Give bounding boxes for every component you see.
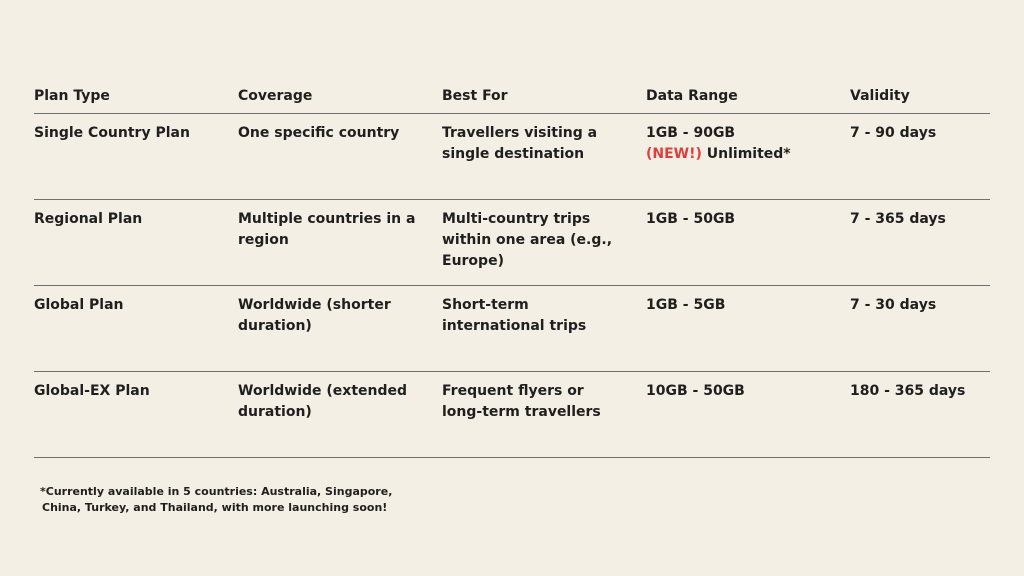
cell-validity: 180 - 365 days	[850, 383, 966, 399]
table-header-row	[34, 80, 990, 114]
plans-table	[34, 80, 990, 458]
data-range-note	[646, 144, 832, 165]
cell-plan-type: Global Plan	[34, 297, 124, 313]
footnote-line-1: *Currently available in 5 countries: Australia, Singapore,	[40, 485, 393, 498]
header-validity: Validity	[850, 88, 910, 104]
table-row	[34, 114, 990, 200]
table-row	[34, 372, 990, 458]
cell-data-range: 1GB - 5GB	[646, 297, 726, 313]
cell-coverage: Worldwide (shorter duration)	[238, 297, 391, 334]
cell-plan-type: Single Country Plan	[34, 125, 190, 141]
footnote-line-2: China, Turkey, and Thailand, with more launching soon!	[42, 501, 388, 514]
cell-coverage: Worldwide (extended duration)	[238, 383, 408, 420]
cell-best-for: Travellers visiting a single destination	[442, 125, 598, 162]
header-data-range: Data Range	[646, 88, 738, 104]
data-range-value: 1GB - 90GB	[646, 125, 736, 141]
cell-data-range	[646, 114, 850, 199]
data-range-note-text: Unlimited*	[701, 146, 791, 162]
cell-plan-type: Regional Plan	[34, 211, 143, 227]
table-row	[34, 286, 990, 372]
cell-data-range: 1GB - 50GB	[646, 211, 736, 227]
cell-validity: 7 - 365 days	[850, 211, 946, 227]
header-plan-type: Plan Type	[34, 88, 110, 104]
header-best-for: Best For	[442, 88, 508, 104]
cell-validity: 7 - 90 days	[850, 125, 937, 141]
cell-coverage: One specific country	[238, 125, 400, 141]
cell-best-for: Multi-country trips within one area (e.g., Europe)	[442, 211, 613, 269]
cell-best-for: Short-term international trips	[442, 297, 587, 334]
footnote	[40, 484, 400, 516]
header-coverage: Coverage	[238, 88, 313, 104]
new-badge: (NEW!)	[646, 146, 702, 162]
cell-best-for: Frequent flyers or long-term travellers	[442, 383, 601, 420]
cell-data-range: 10GB - 50GB	[646, 383, 745, 399]
cell-plan-type: Global-EX Plan	[34, 383, 150, 399]
cell-coverage: Multiple countries in a region	[238, 211, 416, 248]
table-row	[34, 200, 990, 286]
cell-validity: 7 - 30 days	[850, 297, 937, 313]
